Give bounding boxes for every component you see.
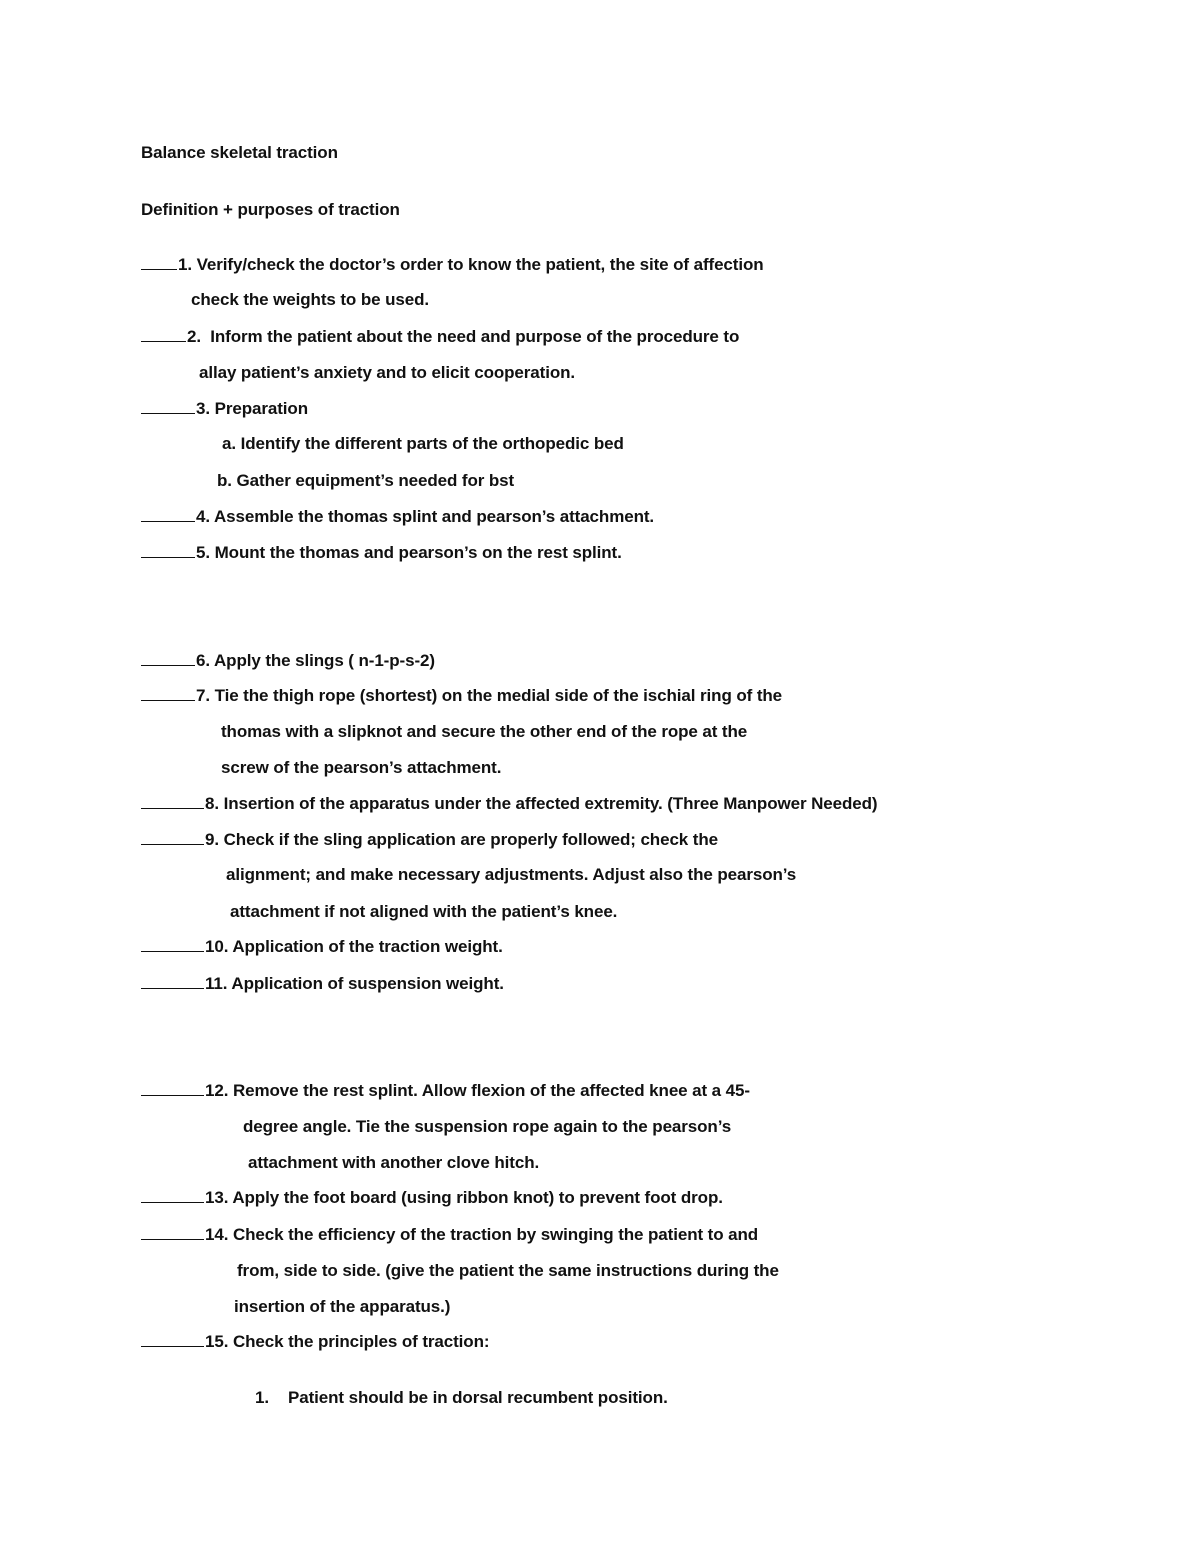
document-title: Balance skeletal traction bbox=[141, 143, 338, 162]
step-14 bbox=[141, 1224, 758, 1246]
step-3 bbox=[141, 398, 308, 420]
step-text: Remove the rest splint. Allow flexion of the affected knee at a 45- bbox=[232, 1081, 750, 1100]
step-7 bbox=[141, 685, 782, 707]
step-number: 2. bbox=[187, 327, 201, 346]
step-9-continuation: attachment if not aligned with the patient’s knee. bbox=[230, 902, 618, 921]
step-number: 14. bbox=[205, 1225, 229, 1244]
step-9 bbox=[141, 829, 718, 851]
step-14-continuation: from, side to side. (give the patient the same instructions during the bbox=[237, 1261, 779, 1280]
step-text: Check the principles of traction: bbox=[232, 1332, 490, 1351]
step-7-continuation: screw of the pearson’s attachment. bbox=[221, 758, 502, 777]
step-4 bbox=[141, 506, 654, 528]
step-6 bbox=[141, 650, 435, 672]
answer-blank[interactable] bbox=[141, 685, 195, 701]
answer-blank[interactable] bbox=[141, 506, 195, 522]
step-5 bbox=[141, 542, 622, 564]
step-text: Preparation bbox=[214, 399, 308, 418]
step-7-continuation: thomas with a slipknot and secure the other end of the rope at the bbox=[221, 722, 748, 741]
step-12-continuation: degree angle. Tie the suspension rope again to the pearson’s bbox=[243, 1117, 732, 1136]
step-9-continuation: alignment; and make necessary adjustments. Adjust also the pearson’s bbox=[226, 865, 797, 884]
step-12 bbox=[141, 1080, 750, 1102]
step-number: 1. bbox=[178, 255, 192, 274]
step-number: 9. bbox=[205, 830, 219, 849]
step-1 bbox=[141, 254, 764, 276]
answer-blank[interactable] bbox=[141, 973, 204, 989]
step-12-continuation: attachment with another clove hitch. bbox=[248, 1153, 540, 1172]
answer-blank[interactable] bbox=[141, 1224, 204, 1240]
step-number: 15. bbox=[205, 1332, 229, 1351]
answer-blank[interactable] bbox=[141, 326, 186, 342]
step-number: 12. bbox=[205, 1081, 229, 1100]
answer-blank[interactable] bbox=[141, 254, 177, 270]
step-text: Application of suspension weight. bbox=[231, 974, 504, 993]
principle-number: 1. bbox=[255, 1388, 269, 1407]
answer-blank[interactable] bbox=[141, 398, 195, 414]
answer-blank[interactable] bbox=[141, 1331, 204, 1347]
step-1-continuation: check the weights to be used. bbox=[191, 290, 429, 309]
step-13 bbox=[141, 1187, 723, 1209]
step-number: 3. bbox=[196, 399, 210, 418]
step-2 bbox=[141, 326, 739, 348]
step-text: Insertion of the apparatus under the affected extremity. (Three Manpower Needed) bbox=[223, 794, 878, 813]
step-10 bbox=[141, 936, 503, 958]
step-number: 8. bbox=[205, 794, 219, 813]
step-text: Mount the thomas and pearson’s on the rest splint. bbox=[214, 543, 622, 562]
step-3-sub-b: b. Gather equipment’s needed for bst bbox=[217, 471, 515, 490]
step-number: 5. bbox=[196, 543, 210, 562]
step-text: Inform the patient about the need and purpose of the procedure to bbox=[210, 327, 740, 346]
step-3-sub-a: a. Identify the different parts of the orthopedic bed bbox=[222, 434, 624, 453]
step-text: Assemble the thomas splint and pearson’s attachment. bbox=[213, 507, 655, 526]
step-text: Check if the sling application are properly followed; check the bbox=[223, 830, 718, 849]
step-2-continuation: allay patient’s anxiety and to elicit cooperation. bbox=[199, 363, 576, 382]
answer-blank[interactable] bbox=[141, 829, 204, 845]
document-subtitle: Definition + purposes of traction bbox=[141, 200, 400, 219]
step-text: Application of the traction weight. bbox=[232, 937, 503, 956]
step-number: 7. bbox=[196, 686, 210, 705]
step-11 bbox=[141, 973, 504, 995]
principle-text: Patient should be in dorsal recumbent position. bbox=[288, 1388, 668, 1407]
step-number: 11. bbox=[205, 974, 228, 993]
step-text: Apply the slings ( n-1-p-s-2) bbox=[213, 651, 435, 670]
step-number: 13. bbox=[205, 1188, 229, 1207]
step-text: Check the efficiency of the traction by swinging the patient to and bbox=[232, 1225, 759, 1244]
step-15 bbox=[141, 1331, 489, 1353]
answer-blank[interactable] bbox=[141, 1080, 204, 1096]
step-number: 4. bbox=[196, 507, 210, 526]
step-text: Tie the thigh rope (shortest) on the medial side of the ischial ring of the bbox=[214, 686, 783, 705]
step-text: Apply the foot board (using ribbon knot) to prevent foot drop. bbox=[232, 1188, 723, 1207]
step-8 bbox=[141, 793, 877, 815]
step-text: Verify/check the doctor’s order to know the patient, the site of affection bbox=[196, 255, 764, 274]
step-number: 6. bbox=[196, 651, 210, 670]
answer-blank[interactable] bbox=[141, 1187, 204, 1203]
answer-blank[interactable] bbox=[141, 936, 204, 952]
answer-blank[interactable] bbox=[141, 542, 195, 558]
answer-blank[interactable] bbox=[141, 650, 195, 666]
answer-blank[interactable] bbox=[141, 793, 204, 809]
step-number: 10. bbox=[205, 937, 229, 956]
step-14-continuation: insertion of the apparatus.) bbox=[234, 1297, 451, 1316]
